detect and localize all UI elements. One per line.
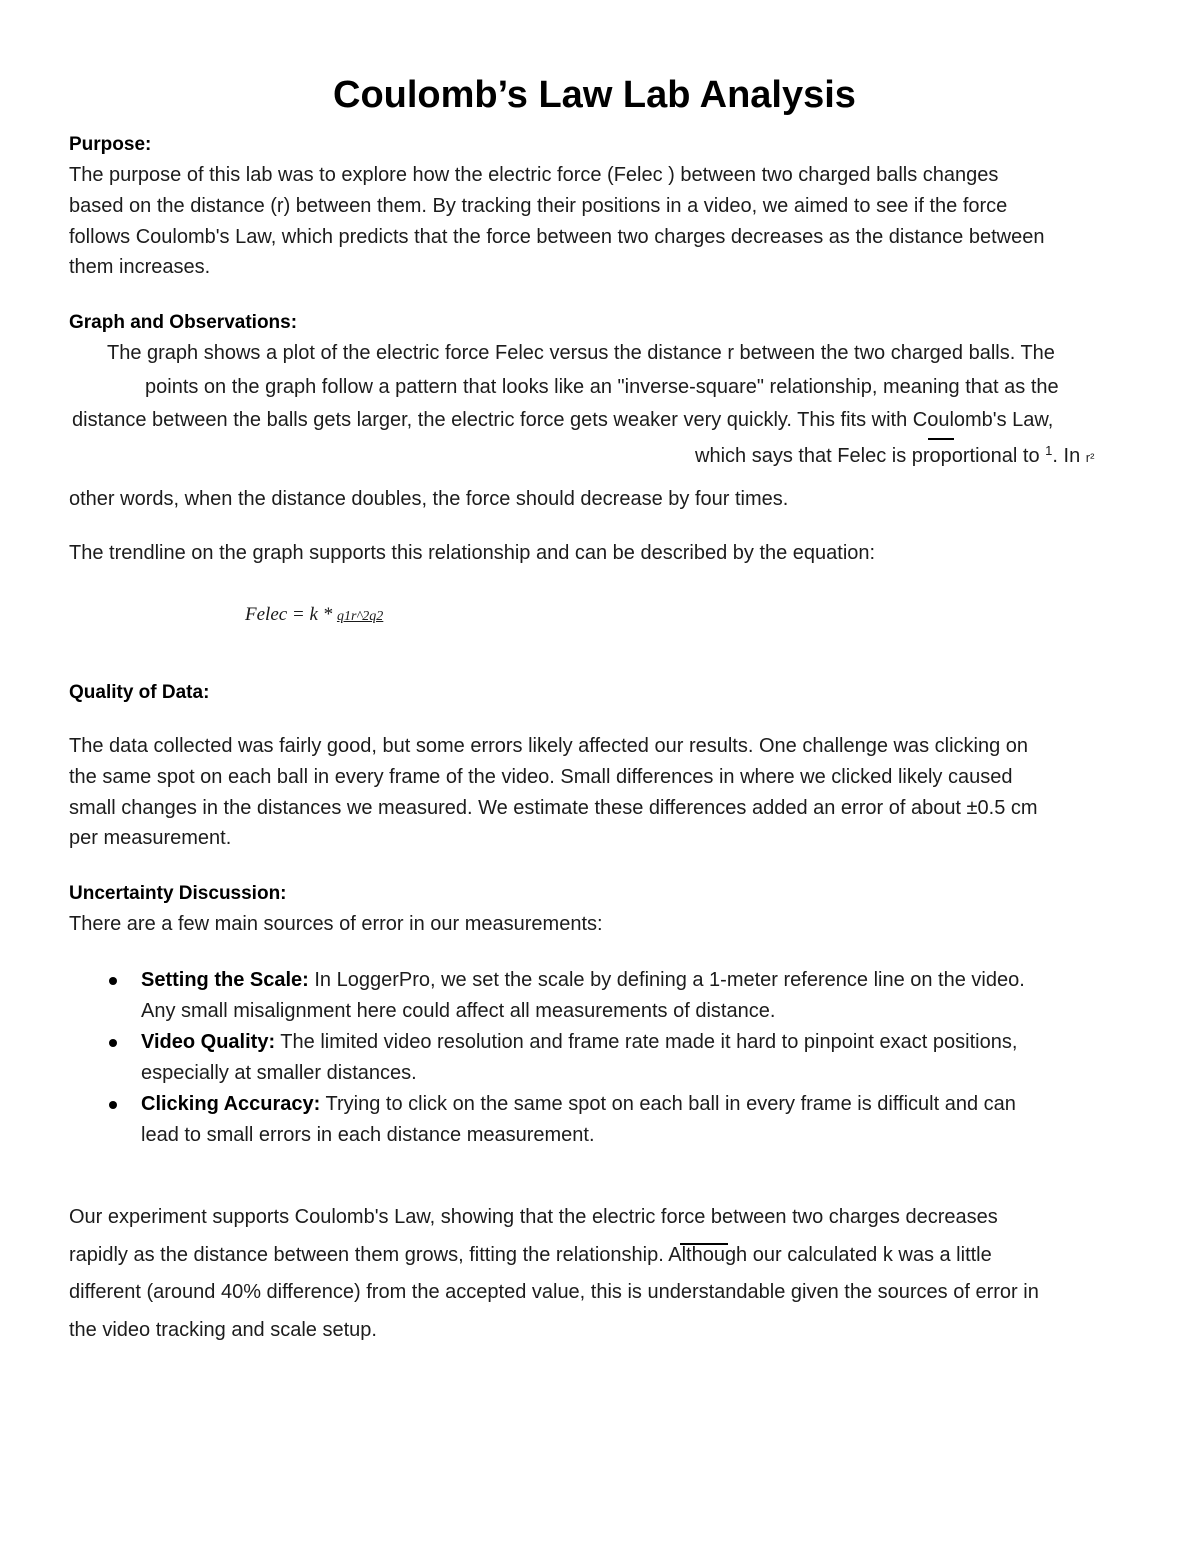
bullet-text: Trying to click on the same spot on each ball in every frame is difficult and can: [320, 1093, 1016, 1115]
purpose-heading: Purpose:: [69, 134, 152, 155]
conclusion-line: Our experiment supports Coulomb's Law, showing that the electric force between two charges decreases: [69, 1206, 998, 1228]
trendline-text: The trendline on the graph supports this relationship and can be described by the equation:: [69, 542, 876, 564]
graph-line: other words, when the distance doubles, the force should decrease by four times.: [69, 488, 789, 510]
bullet-item-continued: especially at smaller distances.: [141, 1062, 417, 1084]
bullet-icon: [109, 1101, 117, 1109]
quality-line: per measurement.: [69, 827, 232, 849]
page-title: Coulomb’s Law Lab Analysis: [333, 74, 856, 116]
graph-line: The graph shows a plot of the electric force Felec versus the distance r between the two charged balls. The: [107, 342, 1055, 364]
coulomb-equation: [245, 604, 383, 626]
bullet-text: In LoggerPro, we set the scale by defining a 1-meter reference line on the video.: [308, 969, 1025, 991]
bullet-label: Setting the Scale:: [141, 969, 309, 991]
purpose-line: The purpose of this lab was to explore how the electric force (Felec ) between two charged balls changes: [69, 164, 999, 186]
equation-text: Felec = k *: [245, 604, 333, 625]
uncertainty-heading: Uncertainty Discussion:: [69, 883, 287, 904]
graph-heading: Graph and Observations:: [69, 312, 298, 333]
conclusion-line: different (around 40% difference) from the accepted value, this is understandable given the sources of error in: [69, 1281, 1039, 1303]
bullet-item: [141, 1089, 1016, 1120]
purpose-line: them increases.: [69, 256, 211, 278]
purpose-line: based on the distance (r) between them. By tracking their positions in a video, we aimed to see if the force: [69, 195, 1008, 217]
bullet-item-continued: Any small misalignment here could affect all measurements of distance.: [141, 1000, 776, 1022]
bullet-icon: [109, 977, 117, 985]
bullet-item-continued: lead to small errors in each distance measurement.: [141, 1124, 595, 1146]
conclusion-line: the video tracking and scale setup.: [69, 1319, 377, 1341]
bullet-item: [141, 1027, 1017, 1058]
proportional-text: which says that Felec is proportional to: [695, 445, 1040, 467]
quality-line: The data collected was fairly good, but some errors likely affected our results. One challenge was clicking on: [69, 735, 1029, 757]
conclusion-line: rapidly as the distance between them grows, fitting the relationship. Although our calculated k was a little: [69, 1244, 992, 1266]
purpose-line: follows Coulomb's Law, which predicts that the force between two charges decreases as the distance between: [69, 226, 1045, 248]
r-squared-glyph: r²: [1085, 450, 1095, 465]
bullet-icon: [109, 1039, 117, 1047]
graph-line-proportional: [695, 441, 1094, 473]
fraction-bar: [928, 438, 954, 440]
bullet-item: [141, 965, 1025, 996]
quality-line: the same spot on each ball in every frame of the video. Small differences in where we clicked likely caused: [69, 766, 1013, 788]
bullet-label: Clicking Accuracy:: [141, 1093, 321, 1115]
superscript-one: 1: [1045, 443, 1053, 458]
quality-heading: Quality of Data:: [69, 682, 210, 703]
in-text: . In: [1052, 445, 1081, 467]
quality-line: small changes in the distances we measured. We estimate these differences added an error of about ±0.5 cm: [69, 797, 1038, 819]
bullet-label: Video Quality:: [141, 1031, 276, 1053]
graph-line: distance between the balls gets larger, the electric force gets weaker very quickly. This fits with Coulomb's Law,: [72, 409, 1054, 431]
uncertainty-intro: There are a few main sources of error in our measurements:: [69, 913, 603, 935]
graph-line: points on the graph follow a pattern that looks like an "inverse-square" relationship, meaning that as the: [145, 376, 1059, 398]
bullet-text: The limited video resolution and frame rate made it hard to pinpoint exact positions,: [275, 1031, 1018, 1053]
equation-fraction: q1r^2q2: [336, 609, 384, 624]
